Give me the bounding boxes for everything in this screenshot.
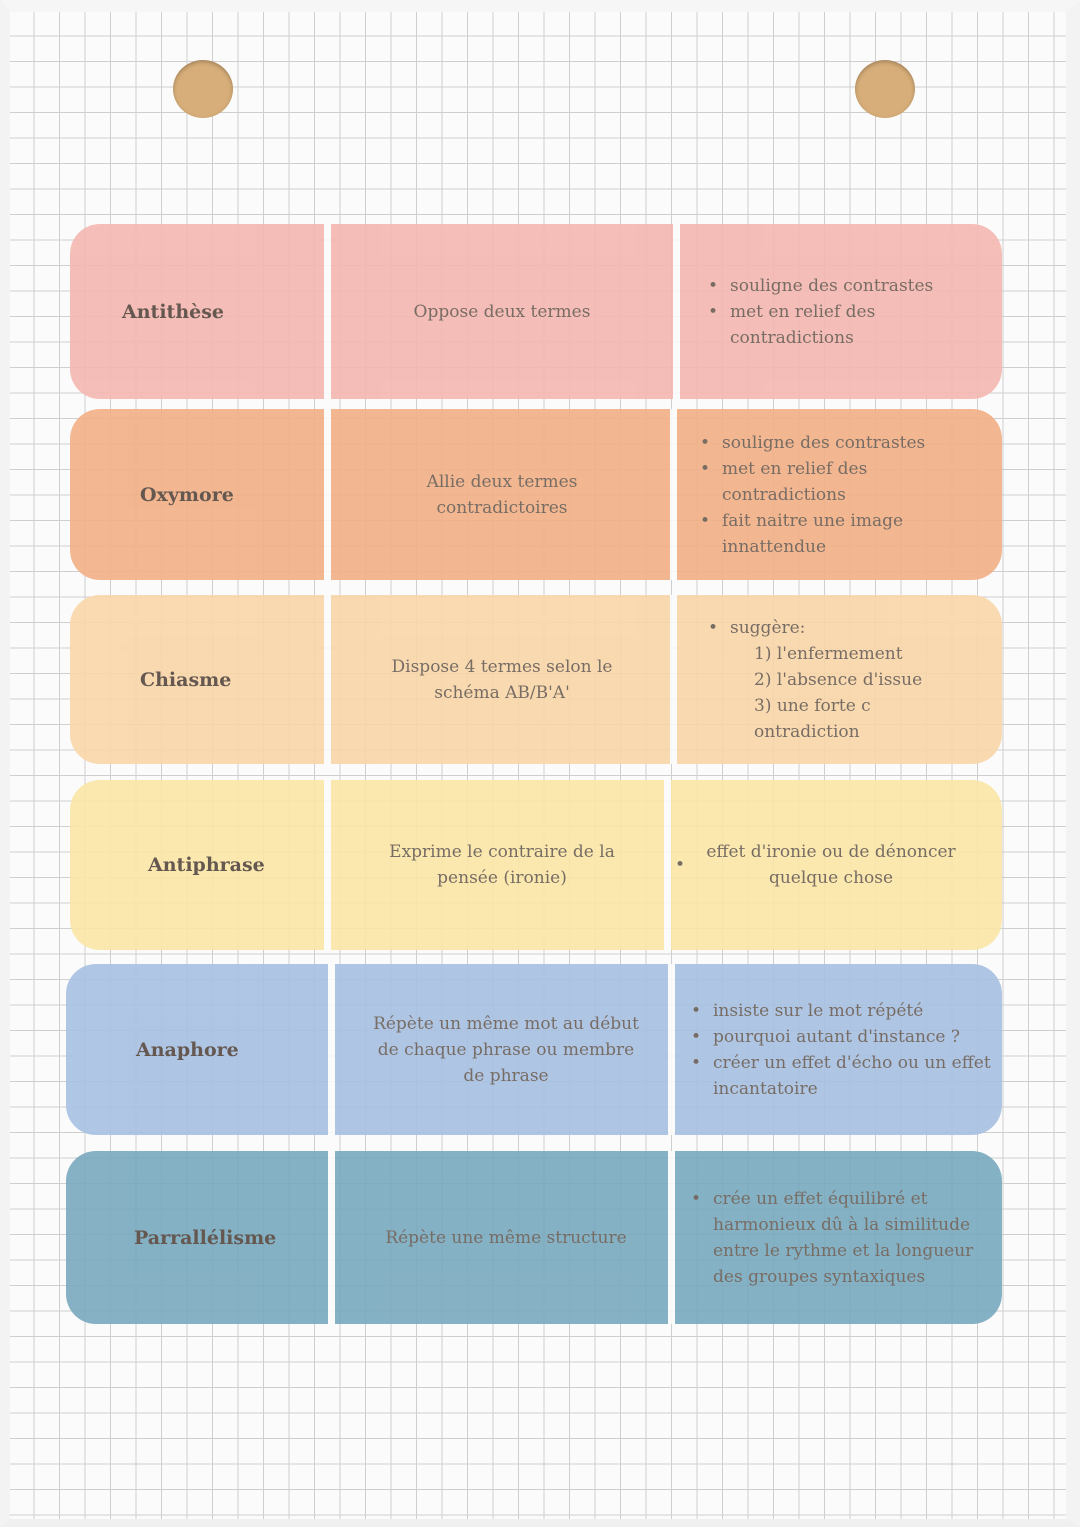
definition-cell [331, 780, 673, 950]
row-antiphrase [70, 780, 1002, 950]
effects-cell [680, 595, 1002, 764]
effect-item: • fait naitre une image innattendue [698, 508, 994, 560]
definition-text: Dispose 4 termes selon le schéma AB/B'A' [391, 656, 613, 703]
term-label: Chiasme [140, 668, 232, 691]
column-divider [328, 1151, 335, 1324]
effects-cell [680, 224, 1002, 399]
column-divider [670, 595, 677, 764]
effects-list [706, 615, 922, 745]
column-divider [670, 409, 677, 580]
effects-list [701, 839, 961, 891]
column-divider [673, 224, 680, 399]
effect-item: effet d'ironie ou de dénoncer quelque chose [706, 842, 956, 888]
effect-item: • met en relief des contradictions [698, 456, 994, 508]
effect-item: • met en relief des contradictions [706, 299, 994, 351]
definition-cell [331, 595, 673, 764]
definition-cell [335, 964, 677, 1135]
effect-item: • crée un effet équilibré et harmonieux dû à la similitude entre le rythme et la longueur des groupes syntaxiques [689, 1186, 994, 1290]
effect-item: • souligne des contrastes [698, 430, 994, 456]
definition-text: Répète une même structure [385, 1227, 627, 1248]
term-label: Antithèse [122, 300, 225, 323]
definition-text: Exprime le contraire de la pensée (ironie) [389, 842, 615, 888]
sub-effect-item: 2) l'absence d'issue [754, 669, 923, 690]
term-label: Antiphrase [148, 854, 265, 876]
row-anaphore [66, 964, 1002, 1135]
column-divider [324, 780, 331, 950]
effects-cell [680, 409, 1002, 580]
definition-text: Oppose deux termes [413, 301, 591, 322]
column-divider [324, 224, 331, 399]
effects-cell [675, 964, 1002, 1135]
definition-cell [331, 224, 673, 399]
row-parrallelisme [66, 1151, 1002, 1324]
term-cell [70, 224, 324, 399]
effects-cell [675, 1151, 1002, 1324]
term-cell [70, 595, 324, 764]
column-divider [328, 964, 335, 1135]
term-cell [70, 409, 324, 580]
term-label: Parrallélisme [134, 1226, 277, 1249]
effects-list [698, 430, 994, 560]
effects-list [706, 273, 994, 351]
effects-list [689, 1186, 994, 1290]
sub-effect-item: 1) l'enfermement [754, 643, 903, 664]
effect-item: • insiste sur le mot répété [689, 998, 994, 1024]
definition-cell [335, 1151, 677, 1324]
row-oxymore [70, 409, 1002, 580]
effects-list [689, 998, 994, 1102]
column-divider [324, 595, 331, 764]
term-label: Oxymore [140, 483, 234, 506]
row-chiasme [70, 595, 1002, 764]
binder-hole-left [173, 60, 233, 118]
column-divider [668, 964, 675, 1135]
term-label: Anaphore [136, 1038, 239, 1061]
column-divider [668, 1151, 675, 1324]
definition-cell [331, 409, 673, 580]
column-divider [664, 780, 671, 950]
binder-hole-right [855, 60, 915, 118]
effects-cell [671, 780, 1002, 950]
bullet-icon: • [675, 855, 686, 875]
effect-item: • pourquoi autant d'instance ? [689, 1024, 994, 1050]
term-cell [70, 780, 324, 950]
definition-text: Allie deux termes contradictoires [426, 471, 578, 518]
sub-effect-item: 3) une forte c ontradiction [754, 695, 871, 742]
term-cell [66, 964, 320, 1135]
definition-text: Répète un même mot au début de chaque phrase ou membre de phrase [373, 1013, 639, 1086]
effect-item: • créer un effet d'écho ou un effet incantatoire [689, 1050, 994, 1102]
effect-item: • souligne des contrastes [706, 273, 994, 299]
effect-item: • suggère: [706, 615, 922, 641]
term-cell [66, 1151, 320, 1324]
row-antithese [70, 224, 1002, 399]
column-divider [324, 409, 331, 580]
